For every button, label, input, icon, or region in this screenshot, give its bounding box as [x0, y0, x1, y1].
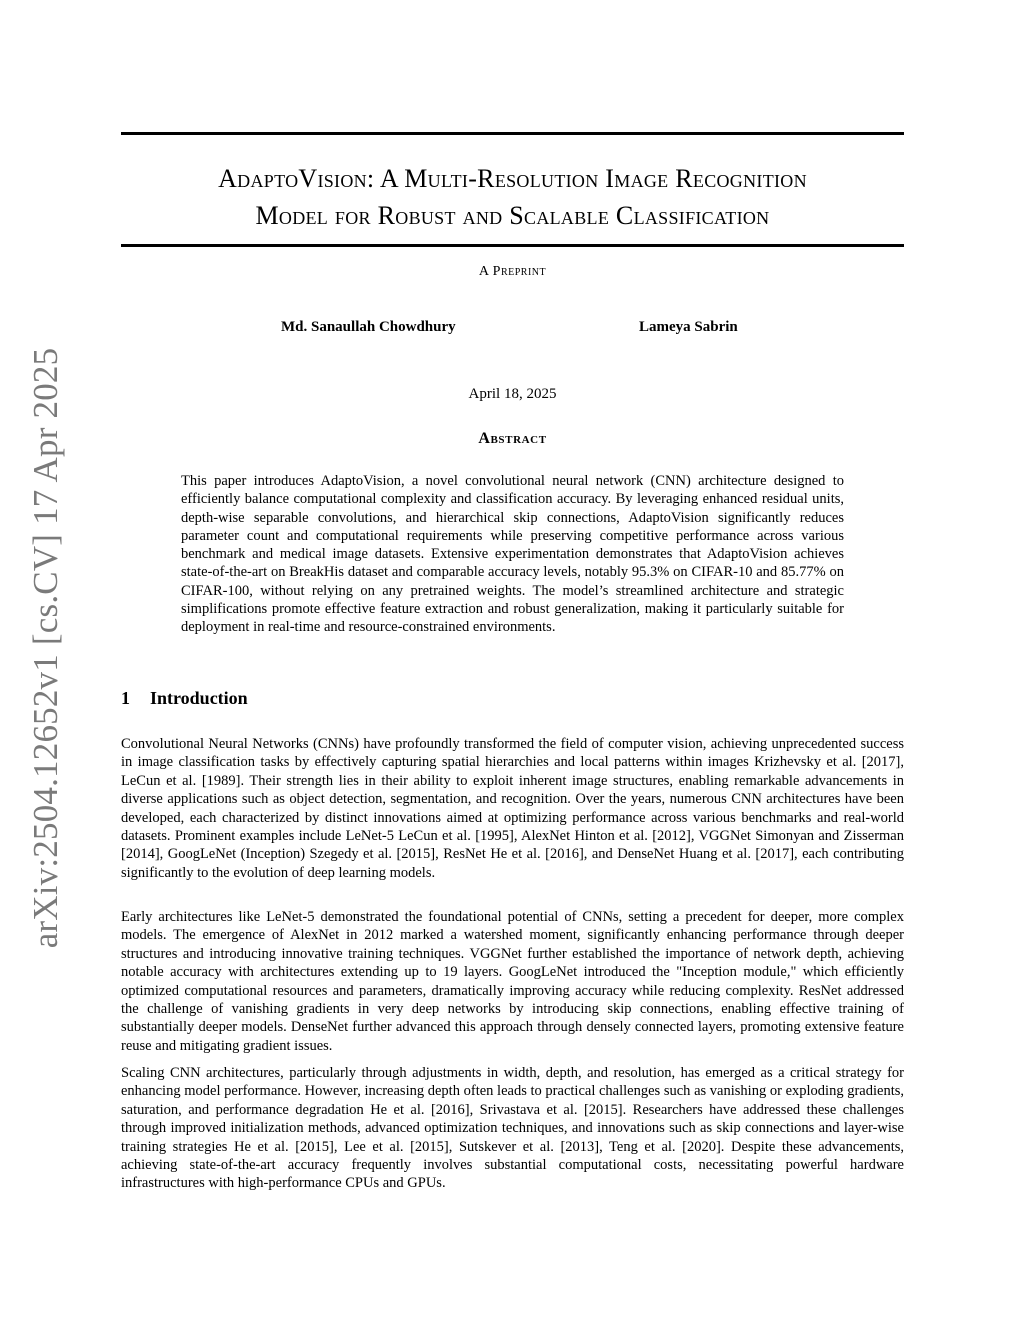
paper-title-line-2: Model for Robust and Scalable Classification	[255, 201, 770, 230]
section-title: Introduction	[150, 688, 248, 708]
body-paragraph: Early architectures like LeNet-5 demonstrated the foundational potential of CNNs, setting a precedent for deeper, more complex models. The emergence of AlexNet in 2012 marked a watershed moment, significantly enhancing performance through deeper structures and introducing innovative training techniques. VGGNet further established the importance of network depth, achieving notable accuracy with architectures extending up to 19 layers. GoogLeNet introduced the "Inception module," which efficiently optimized computational resources and parameters, dramatically improving accuracy while reducing complexity. ResNet addressed the challenge of vanishing gradients in very deep networks by introducing skip connections, enabling effective training of substantially deeper models. DenseNet further advanced this approach through densely connected layers, promoting extensive feature reuse and mitigating gradient issues.	[121, 909, 904, 1054]
paper-title	[121, 160, 904, 234]
publication-date: April 18, 2025	[468, 386, 557, 402]
title-bottom-rule	[121, 244, 904, 247]
abstract-heading: Abstract	[478, 430, 547, 447]
body-paragraph: Scaling CNN architectures, particularly through adjustments in width, depth, and resolution, has emerged as a critical strategy for enhancing model performance. However, increasing depth often leads to practical challenges such as vanishing or exploding gradients, saturation, and performance degradation He et al. [2016], Srivastava et al. [2015]. Researchers have addressed these challenges through improved initialization methods, advanced optimization techniques, and innovations such as skip connections and layer-wise training strategies He et al. [2015], Lee et al. [2015], Sutskever et al. [2013], Teng et al. [2020]. Despite these advancements, achieving state-of-the-art accuracy frequently involves substantial computational costs, necessitating powerful hardware infrastructures with high-performance CPUs and GPUs.	[121, 1065, 904, 1192]
abstract-text: This paper introduces AdaptoVision, a novel convolutional neural network (CNN) architecture designed to efficiently balance computational complexity and classification accuracy. By leveraging enhanced residual units, depth-wise separable convolutions, and hierarchical skip connections, AdaptoVision significantly reduces parameter count and computational requirements while preserving competitive performance across various benchmark and medical image datasets. Extensive experimentation demonstrates that AdaptoVision achieves state-of-the-art on BreakHis dataset and comparable accuracy levels, notably 95.3% on CIFAR-10 and 85.77% on CIFAR-100, without relying on any pretrained weights. The model’s streamlined architecture and strategic simplifications promote effective feature extraction and robust generalization, making it particularly suitable for deployment in real-time and resource-constrained environments.	[181, 473, 844, 636]
preprint-label: A Preprint	[478, 264, 547, 279]
arxiv-identifier-text: arXiv:2504.12652v1 [cs.CV] 17 Apr 2025	[26, 347, 65, 949]
title-top-rule	[121, 132, 904, 135]
author-name: Md. Sanaullah Chowdhury	[281, 319, 456, 335]
body-paragraph: Convolutional Neural Networks (CNNs) have profoundly transformed the field of computer vision, achieving unprecedented success in image classification tasks by effectively capturing spatial hierarchies and local patterns within images Krizhevsky et al. [2017], LeCun et al. [1989]. Their strength lies in their ability to exploit inherent image structures, enabling remarkable advancements in diverse applications such as object detection, segmentation, and recognition. Over the years, numerous CNN architectures have been developed, each characterized by distinct innovations aimed at optimizing performance across various benchmarks and real-world datasets. Prominent examples include LeNet-5 LeCun et al. [1995], AlexNet Hinton et al. [2012], VGGNet Simonyan and Zisserman [2014], GoogLeNet (Inception) Szegedy et al. [2015], ResNet He et al. [2016], and DenseNet Huang et al. [2017], each contributing significantly to the evolution of deep learning models.	[121, 736, 904, 881]
section-heading	[121, 688, 248, 709]
section-number: 1	[121, 688, 130, 708]
paper-title-line-1: AdaptoVision: A Multi-Resolution Image Recognition	[218, 164, 807, 193]
author-name: Lameya Sabrin	[639, 319, 738, 335]
